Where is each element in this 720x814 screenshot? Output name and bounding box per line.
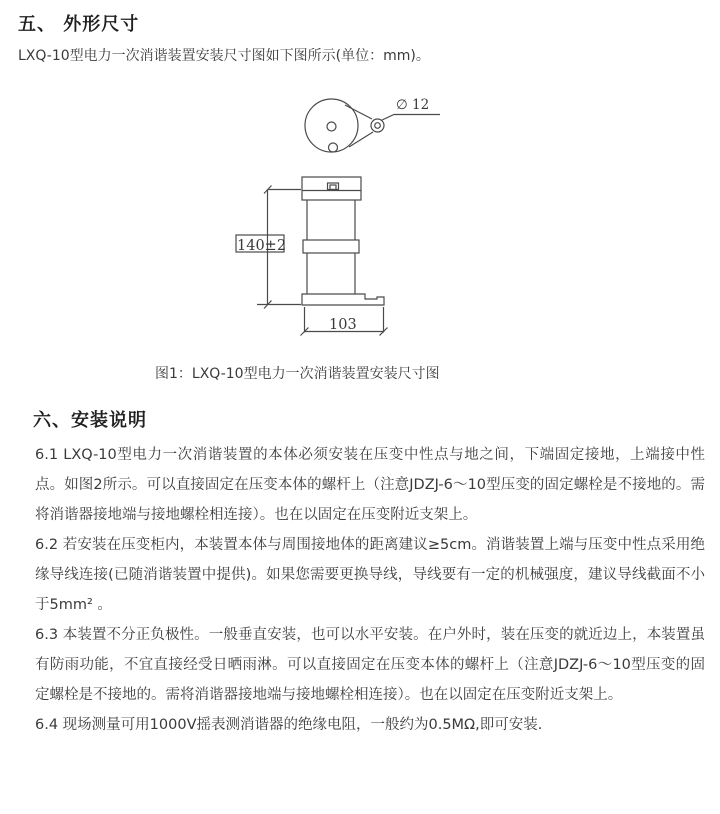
lug-upper-edge bbox=[345, 105, 372, 119]
mounting-lug-outline bbox=[371, 119, 384, 132]
manual-paragraph-6-2: 6.2 若安装在压变柜内，本装置本体与周围接地体的距离建议≥5cm。消谐装置上端与压变中性点采用绝缘导线连接(已随消谐装置中提供)。如果您需要更换导线，导线要有一定的机械强度，建议导线截面不小于5mm² 。 bbox=[35, 537, 705, 613]
front-view bbox=[302, 177, 384, 305]
top-view-center-hole bbox=[327, 122, 336, 131]
top-view-lower-hole bbox=[329, 143, 338, 152]
middle-band bbox=[303, 240, 359, 253]
top-terminal-contact bbox=[330, 185, 336, 190]
figure1-caption: 图1：LXQ-10型电力一次消谐装置安装尺寸图 bbox=[155, 366, 440, 382]
base-flange bbox=[302, 294, 384, 305]
lug-lower-edge bbox=[349, 132, 373, 147]
width-dimension-label: 103 bbox=[329, 317, 357, 333]
section5-intro-text: LXQ-10型电力一次消谐装置安装尺寸图如下图所示(单位：mm)。 bbox=[18, 48, 430, 64]
top-cap bbox=[302, 177, 361, 200]
installation-instructions bbox=[35, 440, 705, 740]
width-dimension bbox=[301, 307, 388, 336]
manual-paragraph-6-3: 6.3 本装置不分正负极性。一般垂直安装，也可以水平安装。在户外时，装在压变的就近边上，本装置虽有防雨功能，不宜直接经受日晒雨淋。可以直接固定在压变本体的螺杆上（注意JDZJ-6～10型压变的固定螺栓是不接地的。需将消谐器接地端与接地螺栓相连接）。也在以固定在压变附近支架上。 bbox=[35, 627, 705, 703]
diameter-dimension-label: ∅ 12 bbox=[396, 97, 430, 113]
installation-dimension-drawing bbox=[230, 88, 450, 336]
top-terminal bbox=[328, 183, 339, 190]
mounting-lug-hole bbox=[375, 123, 381, 129]
section5-heading: 五、 外形尺寸 bbox=[18, 14, 140, 35]
manual-paragraph-6-1: 6.1 LXQ-10型电力一次消谐装置的本体必须安装在压变中性点与地之间，下端固定接地，上端接中性点。如图2所示。可以直接固定在压变本体的螺杆上（注意JDZJ-6～10型压变的固定螺栓是不接地的。需将消谐器接地端与接地螺栓相连接）。也在以固定在压变附近支架上。 bbox=[35, 447, 705, 523]
section6-heading: 六、安装说明 bbox=[33, 410, 147, 431]
height-dimension bbox=[236, 186, 301, 309]
height-dimension-label: 140±2 bbox=[237, 238, 287, 254]
manual-paragraph-6-4: 6.4 现场测量可用1000V摇表测消谐器的绝缘电阻，一般约为0.5MΩ,即可安装. bbox=[35, 717, 543, 733]
top-view bbox=[305, 97, 440, 152]
diameter-leader-line bbox=[382, 115, 440, 121]
